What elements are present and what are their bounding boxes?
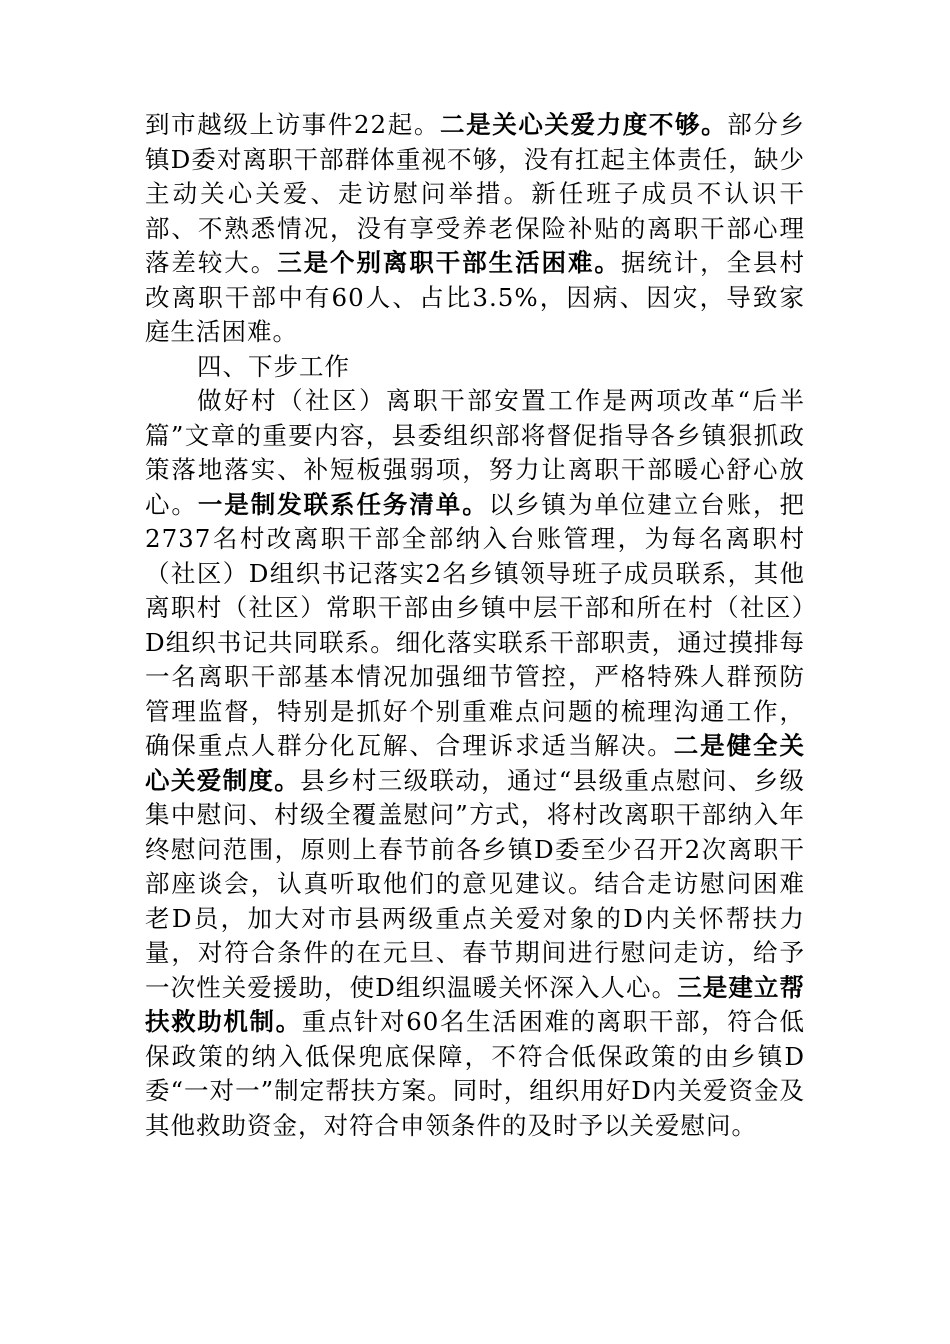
- bold-heading-task-list: 一是制发联系任务清单。: [197, 489, 489, 519]
- bold-heading-hardship: 三是个别离职干部生活困难。: [277, 248, 621, 277]
- paragraph-text: 据统计，全县村改离职干部中有60人、占比3.5%，因病、因灾，导致家庭生活困难。: [145, 248, 805, 346]
- paragraph-text: 到市越级上访事件22起。: [145, 110, 440, 139]
- paragraph-text: 县乡村三级联动，通过“县级重点慰问、乡级集中慰问、村级全覆盖慰问”方式，将村改离职干部纳入年终慰问范围，原则上春节前各乡镇D委至少召开2次离职干部座谈会，认真听取他们的意见建议。结合走访慰问困难老D员，加大对市县两级重点关爱对象的D内关怀帮扶力量，对符合条件的在元旦、春节期间进行慰问走访，给予一次性关爱援助，使D组织温暖关怀深入人心。: [145, 765, 805, 1002]
- paragraph-text: 做好村（社区）离职干部安置工作是两项改革“后半篇”文章的重要内容，县委组织部将督促指导各乡镇狠抓政策落地落实、补短板强弱项，努力让离职干部暖心舒心放心。: [145, 386, 805, 519]
- paragraph-text: 部分乡镇D委对离职干部群体重视不够，没有扛起主体责任，缺少主动关心关爱、走访慰问举措。新任班子成员不认识干部、不熟悉情况，没有享受养老保险补贴的离职干部心理落差较大。: [145, 110, 805, 277]
- bold-heading-assistance: 三是建立帮扶救助机制。: [145, 972, 805, 1036]
- bold-heading-care-system: 二是健全关心关爱制度。: [145, 731, 805, 795]
- section-heading: 四、下步工作: [197, 351, 350, 381]
- bold-heading-caring: 二是关心关爱力度不够。: [439, 110, 728, 139]
- paragraph-text: 以乡镇为单位建立台账，把2737名村改离职干部全部纳入台账管理，为每名离职村（社区）D组织书记落实2名乡镇领导班子成员联系，其他离职村（社区）常职干部由乡镇中层干部和所在村（社区）D组织书记共同联系。细化落实联系干部职责，通过摸排每一名离职干部基本情况加强细节管控，严格特殊人群预防管理监督，特别是抓好个别重难点问题的梳理沟通工作，确保重点人群分化瓦解、合理诉求适当解决。: [145, 489, 805, 760]
- paragraph-next-steps: [145, 384, 805, 1143]
- document-page: [145, 108, 805, 1143]
- paragraph-problems: [145, 108, 805, 350]
- paragraph-text: 重点针对60名生活困难的离职干部，符合低保政策的纳入低保兜底保障，不符合低保政策的由乡镇D委“一对一”制定帮扶方案。同时，组织用好D内关爱资金及其他救助资金，对符合申领条件的及时予以关爱慰问。: [145, 1007, 805, 1140]
